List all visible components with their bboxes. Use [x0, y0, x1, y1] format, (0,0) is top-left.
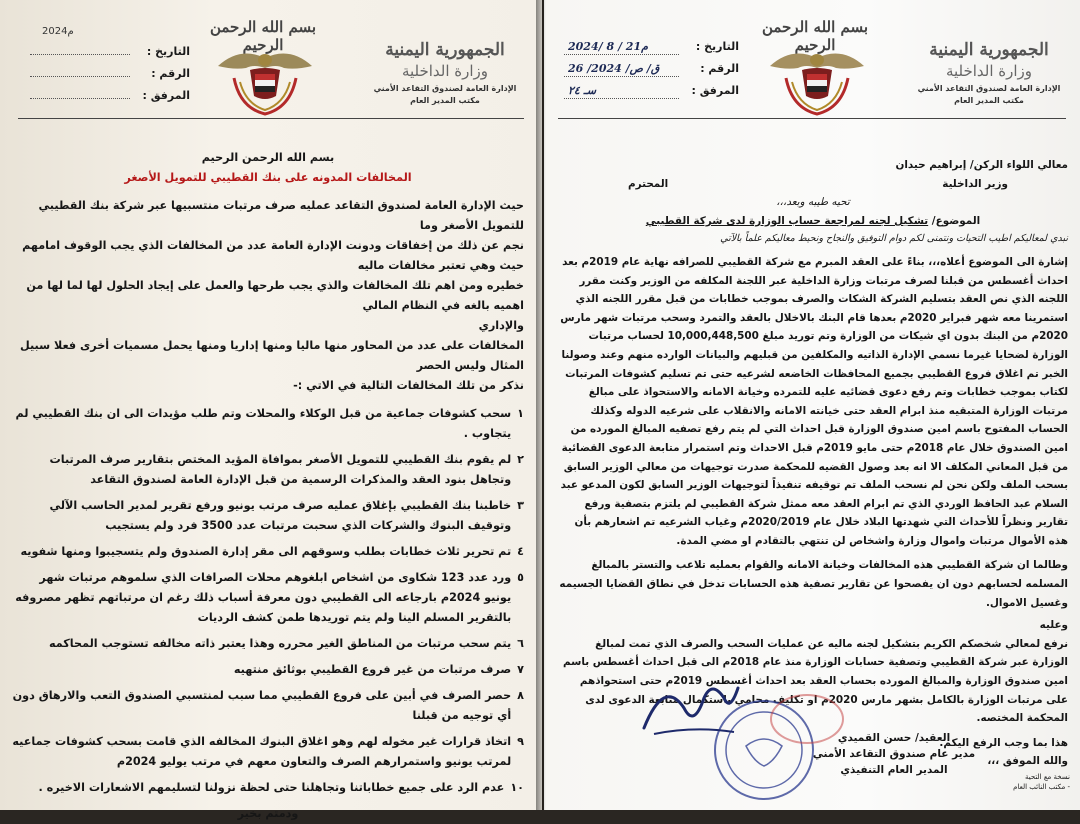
office-name: مكتب المدير العام	[954, 96, 1024, 105]
department-name: الإدارة العامة لصندوق التقاعد الأمني	[373, 84, 517, 93]
date-label: التاريخ :	[695, 40, 739, 53]
letter-meta-fields	[30, 40, 190, 106]
office-name: مكتب المدير العام	[410, 96, 480, 105]
closing-line: ودمتم بخير	[237, 807, 299, 820]
violation-item: ٧ صرف مرتبات من غير فروع القطيبي بوثائق منتهيه	[233, 663, 524, 676]
violation-item: ٨ حصر الصرف في أبين على فروع القطيبي مما سبب لمنتسبي الصندوق التعب والارهاق دون أي توجيه من قبلنا	[12, 689, 524, 722]
subject-label: الموضوع/	[931, 214, 981, 227]
violation-item: ٦ يتم سحب مرتبات من المناطق الغير محرره وهذا يعتبر ذاته مخالفه تستوجب المحاكمه	[49, 637, 524, 650]
regards: والله الموفق ،،،	[987, 755, 1068, 768]
number-value: ق/ ص/ 2024/ 26	[564, 62, 679, 77]
intro-line: المخالفات على عدد من المحاور منها ماليا ومنها إداريا ومنها يحمل مسميات أخرى فعلا سبيل المثال وليس الحصر	[19, 339, 524, 372]
intro-line: نذكر من تلك المخالفات التالية في الاتي :-	[293, 379, 524, 392]
number-label: الرقم :	[151, 67, 190, 80]
basmala-header: بسم الله الرحمن الرحيم	[209, 18, 317, 54]
violation-item: ١ سحب كشوفات جماعية من قبل الوكلاء والمحلات وتم طلب مؤيدات الى ان بنك القطيبي لم يتجاوب .	[15, 407, 524, 440]
addressee-honorific: المحترم	[628, 177, 669, 190]
date-value	[30, 40, 130, 55]
date-year-stamp: 2024م	[42, 26, 74, 37]
subject-line	[558, 212, 1068, 231]
addressee-name: معالي اللواء الركن/ إبراهيم حيدان	[895, 159, 1068, 171]
ref-value	[30, 84, 130, 99]
paragraph-4: هذا بما وجب الرفع اليكم.	[939, 736, 1068, 749]
left-document-page	[0, 0, 542, 820]
handwritten-signature-icon	[634, 668, 754, 748]
violation-item: ٥ ورد عدد 123 شكاوى من اشخاص ابلغوهم محلات الصرافات الذي سلموهم مرتبات شهر يونيو 2024م بارجاعه الى القطيبي دون معرفة أسباب ذلك رغم ان مرتباتهم تظهر مصروفه بالتقرير المسلم الينا ولم يتم توريدها طمن كشف الرديات	[15, 571, 524, 624]
violation-item: ٩ اتخاذ قرارات غير مخوله لهم وهو اغلاق البنوك المخالفه الذي قامت بسحب كشوفات جماعيه لمرتب يونيو واستمرارهم الصرف والتعاون معهم في مرتب يوليو 2024م	[12, 735, 524, 768]
paragraph-3: نرفع لمعالي شخصكم الكريم بتشكيل لجنه ماليه عن عمليات السحب والصرف الذي تمت لمبالغ الوزارة عبر شركة القطيبي وتصفية حسابات الوزارة منذ عام 2018م الى قبل احداث أغسطس باسم امين صندوق الوزارة والمبالغ المورده بحساب العقد بعد احداث أغسطس 2019م حتى استحواذهم على مرتبات الوزارة بالكامل بشهر مارس 2020م او تكليف محامي باستكمال متابعة الدعوى لدى المحكمة المختصه.	[562, 637, 1068, 725]
republic-title: الجمهورية اليمنية	[385, 40, 505, 60]
intro-line: حيث الإدارة العامة لصندوق التقاعد عمليه صرف مرتبات منتسبيها عبر شركة بنك القطيبي للتمويل الأصغر وما	[38, 199, 524, 232]
preamble: نبدي لمعاليكم اطيب التحيات ونتمنى لكم دوام التوفيق والنجاح ونحيط معاليكم علماً بالآتي	[720, 233, 1068, 245]
copy-note: نسخة مع التحية - مكتب النائب العام	[1013, 773, 1070, 791]
header-divider	[558, 118, 1066, 119]
department-name: الإدارة العامة لصندوق التقاعد الأمني	[917, 84, 1061, 93]
ref-value: سـ ٢٤	[564, 84, 679, 99]
violation-item: ٣ خاطبنا بنك القطيبي بإغلاق عمليه صرف مرتب يونيو ورفع تقرير لمدير الحاسب الآلي وتوقيف البنوك والشركات الذي سحبت مرتبات عدد 3500 فرد ولم يستجيب	[49, 499, 524, 532]
intro-line: نجم عن ذلك من إخفاقات ودونت الإدارة العامة عدد من المخالفات الذي يجب الوقوف امامهم حيث وهي تعتبر مخالفات ماليه	[22, 239, 524, 272]
paragraph-2: وطالما ان شركة القطيبي هذه المخالفات وخيانة الامانه والقوام بعمليه تلاعب والتستر بالمبالغ المسلمه لحسابهم دون ان يفصحوا عن تقارير تصفية هذه الحسابات تدخل في نطاق القضايا الجسيمه وغسيل الاموال.	[559, 559, 1068, 609]
yemen-eagle-emblem-icon	[762, 38, 872, 118]
intro-line: والإداري	[478, 319, 524, 332]
opening-basmala: بسم الله الرحمن الرحيم	[201, 151, 335, 164]
paragraph-1: إشارة الى الموضوع أعلاه،،، بناءً على العقد المبرم مع شركة القطيبي للصرافه نهاية عام 2019م بعد احداث أغسطس من قبلنا لصرف مرتبات وزارة الداخلية عبر اللجنة المكلفه من الوزير وكنت مقرر اللجنه الذي نص العقد بتسليم الشركة الشكات والصرف بموجب خطابات من قبل مقرر اللجنه الذي استمرينا معه شهر فبراير 2020م بعدها قام البنك بالاخلال بالعقد والتمرد وسحب مرتبات شهر مارس 2020م من البنك بدون اي شيكات من الوزارة وتم توريد مبلغ 10,000,448,500 لحساب مرتبات الوزارة لضحايا غيرما نسمي الإدارة الذاتيه والمكلفين من قبليهم والبيانات الوارده منهم وعند وصولنا الخبر تم اغلاق فروع القطيبي بجميع المحافظات الخاضعه لشرعيه حتى تم تسليم كشوفات المرتبات لكتاب بموجب خطابات وتم رفع دعوى قضائيه عليه للتمرده وخيانة الامانه والاستحواذ على مبالغ مرتبات الوزارة المتبقيه منذ ابرام العقد حتى خيانته الامانه والانقلاب على شرعيه الدوله وكذلك الحساب المفتوح باسم امين صندوق الوزارة قبل احداث التي لم يتم رفع تصفيه المبالغ المورده من امين الصندوق خلال عام 2018م حتى مايو 2019م قبل الاحداث وتم استمرار متابعة الدعوى القضائية من قبل المعاني المكلف الا انه بعد وصول القضيه للمحكمة صدرت توجيهات من معالي الوزير السابق بسحب الملف ولكن نحن لم نسحب الملف تم توقيفه تنفيذاً لتوجيهات الوزير السابق لكون المدعو عبد السلام عبد الحافظ الوردي الذي تم ابرام العقد معه ممثل شركة القطيبي لم يلتزم بتصفية ورفع تقارير ونظراً للأحداث التي شهدتها البلاد خلال عام 2020/2019م وغياب الشرعيه تم اشعارهم بأن هذه الأموال مرتبات واموال وزارة واشخاص لن تنتهي بالتقادم او مضي المدة.	[560, 255, 1068, 547]
greeting: تحيه طيبه وبعد،،،	[776, 196, 850, 209]
subject-text: تشكيل لجنه لمراجعة حساب الوزارة لدى شركة القطيبي	[645, 214, 929, 227]
signatory-title: مدير عام صندوق التقاعد الأمني	[812, 748, 976, 760]
ministry-name: وزارة الداخلية	[401, 62, 489, 80]
date-value: 2024/ 8 / 21م	[564, 40, 679, 55]
ministry-name: وزارة الداخلية	[945, 62, 1033, 80]
ref-label: المرفق :	[142, 89, 190, 102]
republic-title: الجمهورية اليمنية	[929, 40, 1049, 60]
violation-item: ٤ تم تحرير ثلاث خطابات بطلب وسوقهم الى مقر إدارة الصندوق ولم يتسجيبوا ومنها شفويه	[20, 545, 524, 558]
document-title: المخالفات المدونه على بنك القطيبي للتمويل الأصغر	[124, 171, 412, 184]
ref-label: المرفق :	[691, 84, 739, 97]
date-label: التاريخ :	[146, 45, 190, 58]
number-value	[30, 62, 130, 77]
ministry-header	[370, 40, 520, 105]
right-document-page	[544, 0, 1080, 810]
violation-item: ٢ لم يقوم بنك القطيبي للتمويل الأصغر بموافاة المؤيد المختص بتقارير صرف المرتبات وتجاهل بنود العقد والمذكرات الرسمية من قبل الإدارة العامة لصندوق التقاعد	[49, 453, 524, 486]
intro-line: خطيره ومن اهم تلك المخالفات والذي يجب طرحها والعمل على إيجاد الحلول لها لما لها من اهميه بالغه في النظام المالي	[26, 279, 524, 312]
number-label: الرقم :	[700, 62, 739, 75]
signatory-title: المدير العام التنفيذي	[840, 764, 948, 776]
basmala-header: بسم الله الرحمن الرحيم	[761, 18, 869, 54]
letter-meta-fields	[564, 40, 739, 106]
yemen-eagle-emblem-icon	[210, 38, 320, 118]
therefore-label: وعليه	[1039, 619, 1068, 632]
header-divider	[18, 118, 524, 119]
left-page-body	[12, 148, 524, 824]
ministry-header	[914, 40, 1064, 105]
red-seal-mark	[770, 694, 844, 744]
signatory-name: العقيد/ حسن القميدي	[837, 732, 951, 744]
addressee-role: وزير الداخلية	[942, 177, 1008, 190]
violation-item: ١٠ عدم الرد على جميع خطاباتنا وتجاهلنا حتى لحظة نزولنا لتسليمهم الاشعارات الاخيره .	[38, 781, 524, 794]
